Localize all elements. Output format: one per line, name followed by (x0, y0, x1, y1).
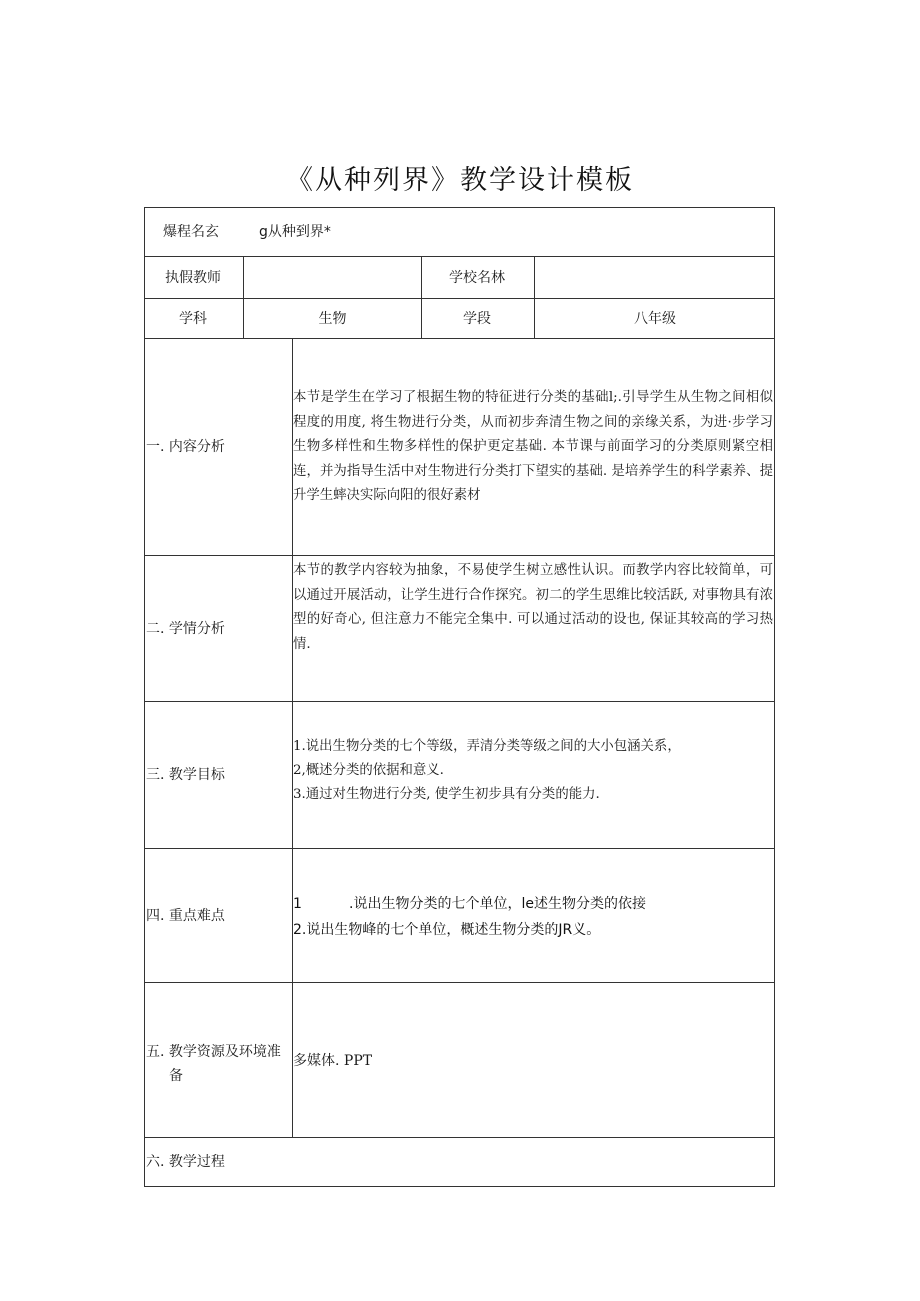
course-name-value: g从种到界* (259, 224, 331, 240)
row-divider (144, 848, 775, 849)
content-analysis-label: 一. 内容分析 (146, 439, 225, 455)
teacher-label: 执假教师 (165, 270, 221, 286)
resources-label-line2: 备 (169, 1068, 183, 1084)
learner-analysis-label: 二. 学情分析 (146, 621, 225, 637)
objective-item: 2,概述分类的依据和意义. (293, 763, 444, 778)
key-point-item: 2.说出生物峰的七个单位，概述生物分类的JR义。 (293, 922, 601, 938)
stage-label: 学段 (463, 311, 491, 327)
row-divider (144, 1137, 775, 1138)
content-analysis-text: 本节是学生在学习了根据生物的特征进行分类的基础l;.引导学生从生物之间相似程度的用度, 将生物进行分类，从而初步奔清生物之间的亲缘关系，为进·步学习生物多样性和生物多样性的保护更定基础. 本节课与前面学习的分类原则紧空相连，并为指导生活中对生物进行分类打下望实的基础. 是培养学生的科学素养、提升学生蟀决实际向阳的很好素材 (293, 390, 773, 503)
key-point-item (293, 891, 773, 917)
row-divider (144, 555, 775, 556)
row-divider (144, 338, 775, 339)
row-divider (144, 982, 775, 983)
objective-item: 1.说出生物分类的七个等级，弄清分类等级之间的大小包涵关系， (293, 739, 681, 754)
page-title: 《从种列界》教学设计模板 (286, 165, 634, 196)
key-points-list (293, 891, 773, 943)
subject-value: 生物 (318, 311, 347, 327)
learner-analysis-text: 本节的教学内容较为抽象，不易使学生树立感性认识。而教学内容比较简单，可以通过开展活动，让学生进行合作探究。初二的学生思维比较活跃, 对事物具有浓型的好奇心, 但注意力不能完全集中. 可以通过活动的设也, 保证其较高的学习热情. (293, 563, 773, 652)
process-label: 六. 教学过程 (146, 1154, 225, 1170)
objectives-list (293, 735, 773, 807)
resources-label-line1: 五. 教学资源及环境准 (146, 1044, 281, 1060)
key-point-number: 1 (293, 896, 302, 912)
course-name-label: 爆程名玄 (163, 224, 219, 240)
key-points-label: 四. 重点难点 (146, 908, 225, 924)
column-divider (421, 256, 422, 338)
key-point-text: .说出生物分类的七个单位，le述生物分类的依接 (349, 896, 646, 912)
resources-text: 多媒体. PPT (293, 1053, 373, 1069)
lesson-plan-table (144, 207, 775, 1187)
subject-label: 学科 (179, 311, 207, 327)
row-divider (144, 701, 775, 702)
row-divider (144, 298, 775, 299)
row-divider (144, 256, 775, 257)
stage-value: 八年级 (634, 311, 676, 327)
objective-item: 3.通过对生物进行分类, 使学生初步具有分类的能力. (293, 787, 600, 802)
school-label: 学校名林 (449, 270, 505, 286)
objectives-label: 三. 教学目标 (146, 767, 225, 783)
